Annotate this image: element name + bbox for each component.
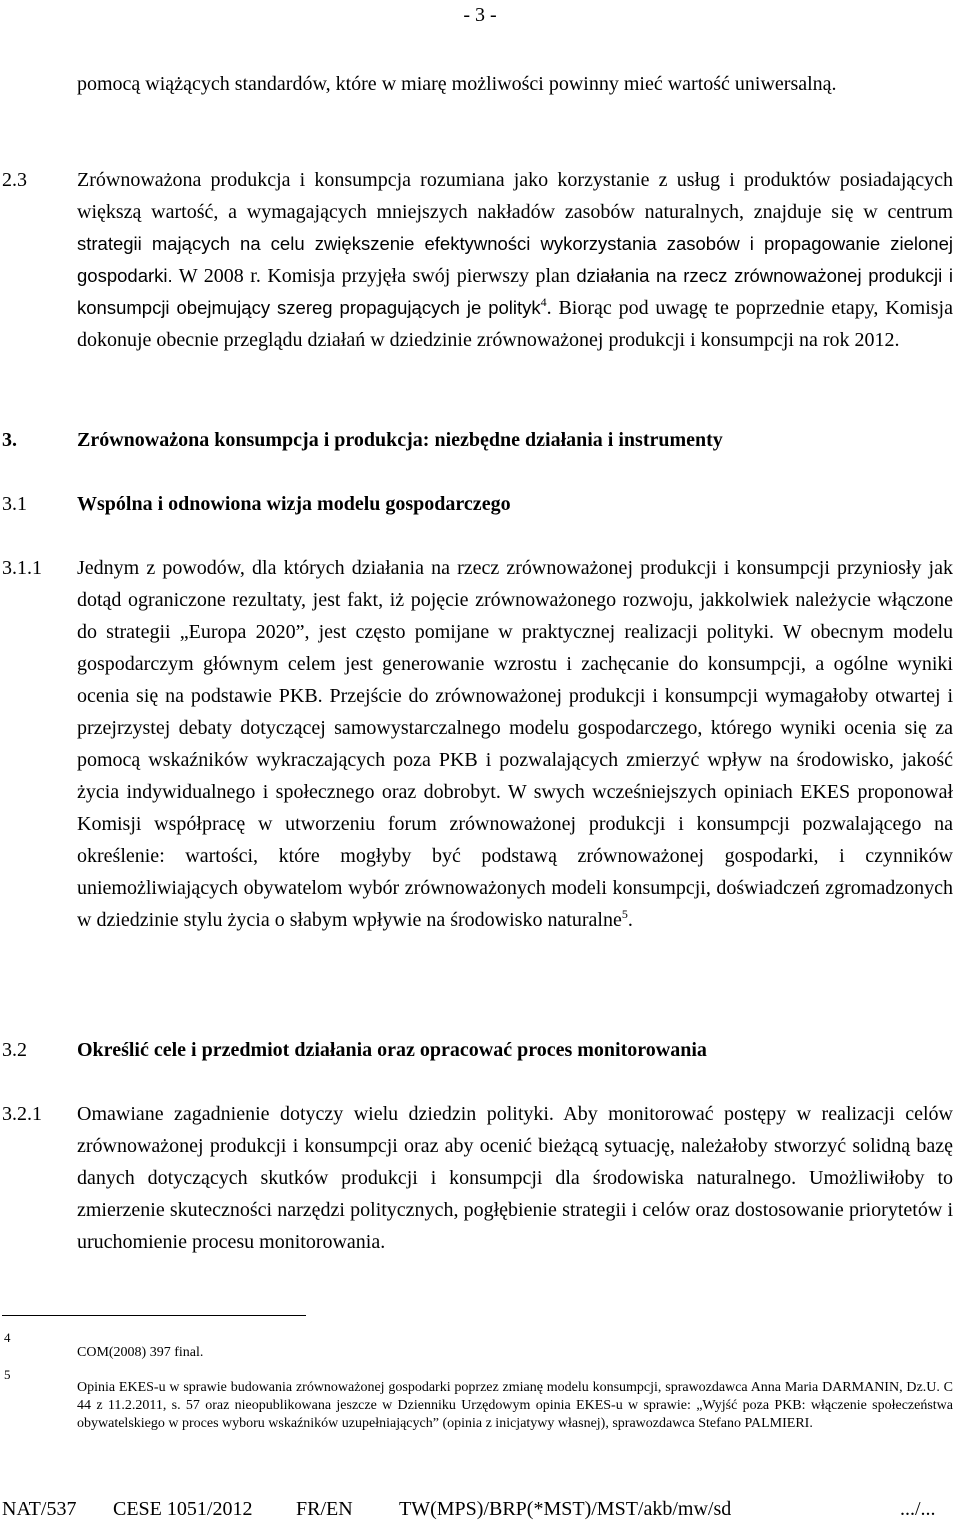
subsection-heading: Wspólna i odnowiona wizja modelu gospodarczego bbox=[77, 493, 511, 515]
section-number: 3. bbox=[2, 429, 17, 451]
section-number: 3.1 bbox=[2, 493, 27, 515]
intro-paragraph: pomocą wiążących standardów, które w miarę możliwości powinny mieć wartość uniwersalną. bbox=[77, 73, 837, 95]
paragraph-text-sans: działania na rzecz zrównoważonej produkcji i konsumpcji obejmujący szereg propagujących je polityk bbox=[77, 265, 953, 318]
paragraph-text: . Biorąc pod uwagę te poprzednie etapy, Komisja dokonuje obecnie przeglądu działań w dziedzinie zrównoważonej produkcji i konsumpcji na rok 2012. bbox=[77, 297, 953, 351]
footer-reference: CESE 1051/2012 bbox=[113, 1498, 253, 1520]
footer-reference: FR/EN bbox=[296, 1498, 353, 1520]
footer-continuation: .../... bbox=[900, 1498, 936, 1520]
paragraph-number: 2.3 bbox=[2, 169, 27, 191]
section-number: 3.2 bbox=[2, 1039, 27, 1061]
section-heading: Zrównoważona konsumpcja i produkcja: niezbędne działania i instrumenty bbox=[77, 429, 723, 451]
paragraph-3-1-1 bbox=[77, 552, 953, 936]
paragraph-text: . bbox=[627, 909, 633, 931]
page-number: - 3 - bbox=[463, 4, 497, 26]
footnote-text: Opinia EKES-u w sprawie budowania zrównoważonej gospodarki poprzez zmianę modelu konsumpcji, sprawozdawca Anna Maria DARMANIN, Dz.U. C 44 z 11.2.2011, s. 57 oraz nieopublikowana jeszcze w Dzienniku Urzędowym opinia EKES-u w sprawie: „Wyjść poza PKB: włączenie społeczeństwa obywatelskiego w proces wyboru wskaźników uzupełniających” (opinia z inicjatywy własnej), sprawozdawca Stefano PALMIERI. bbox=[77, 1380, 953, 1431]
footer-reference: NAT/537 bbox=[2, 1498, 77, 1520]
paragraph-number: 3.1.1 bbox=[2, 557, 42, 579]
footnote-text: COM(2008) 397 final. bbox=[77, 1345, 204, 1360]
paragraph-text: Jednym z powodów, dla których działania na rzecz zrównoważonej produkcji i konsumpcji przyniosły jak dotąd ograniczone rezultaty, jest fakt, iż pojęcie zrównoważonego rozwoju, jakkolwiek należycie włączone do strategii „Europa 2020”, jest często pomijane w praktycznej realizacji polityki. W obecnym modelu gospodarczym głównym celem jest generowanie wzrostu i zachęcanie do konsumpcji, a ogólne wyniki ocenia się na podstawie PKB. Przejście do zrównoważonej produkcji i konsumpcji wymagałoby otwartej i przejrzystej debaty dotyczącej samowystarczalnego modelu gospodarczego, którego wyniki ocenia się za pomocą wskaźników wykraczających poza PKB i pozwalających zmierzyć wpływ na środowisko, jakość życia indywidualnego i społecznego oraz dobrobyt. W swych wcześniejszych opiniach EKES proponował Komisji współpracę w utworzeniu forum zrównoważonej produkcji i konsumpcji pozwalającego na określenie: wartości, które mogłyby być podstawą zrównoważonej gospodarki, i czynników uniemożliwiających obywatelom wybór zrównoważonych modeli konsumpcji, doświadczeń zgromadzonych w dziedzinie stylu życia o słabym wpływie na środowisko naturalne bbox=[77, 557, 953, 931]
paragraph-number: 3.2.1 bbox=[2, 1103, 42, 1125]
paragraph-text: Zrównoważona produkcja i konsumpcja rozumiana jako korzystanie z usług i produktów posiadających większą wartość, a wymagających mniejszych nakładów zasobów naturalnych, znajduje się w centrum bbox=[77, 169, 953, 223]
footnote-mark: 5 bbox=[4, 1367, 11, 1382]
paragraph-2-3 bbox=[77, 164, 953, 356]
footnote-separator bbox=[2, 1315, 306, 1316]
footnote-reference[interactable]: 5 bbox=[621, 907, 628, 921]
paragraph-text: W 2008 r. Komisja przyjęła swój pierwszy plan bbox=[172, 265, 577, 287]
footnote-reference[interactable]: 4 bbox=[540, 295, 547, 309]
paragraph-text-sans: strategii mających na celu zwiększenie efektywności wykorzystania zasobów i propagowanie zielonej gospodarki. bbox=[77, 233, 953, 286]
subsection-heading: Określić cele i przedmiot działania oraz opracować proces monitorowania bbox=[77, 1039, 707, 1061]
paragraph-3-2-1: Omawiane zagadnienie dotyczy wielu dziedzin polityki. Aby monitorować postępy w realizacji celów zrównoważonej produkcji i konsumpcji oraz aby ocenić bieżącą sytuację, należałoby stworzyć solidną bazę danych dotyczących skutków produkcji i konsumpcji dla środowiska naturalnego. Umożliwiłoby to zmierzenie skuteczności narzędzi politycznych, pogłębienie strategii i celów oraz dostosowanie priorytetów i uruchomienie procesu monitorowania. bbox=[77, 1103, 953, 1253]
footnote-mark: 4 bbox=[4, 1330, 11, 1345]
footer-reference: TW(MPS)/BRP(*MST)/MST/akb/mw/sd bbox=[399, 1498, 732, 1520]
